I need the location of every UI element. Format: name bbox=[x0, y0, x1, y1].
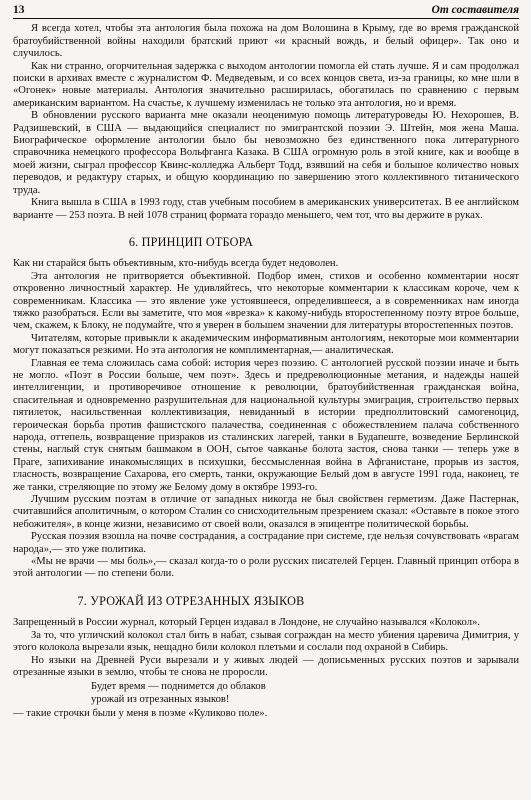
section-6-paragraph: Лучшим русским поэтам в отличие от западных никогда не был свойствен герметизм. Даже Пастернак, считавшийся аполитичным, о котором Сталин со снисходительным презрением сказал: «Оставьте в покое этого небожителя», в конце жизни, независимо от своей воли, оказался в эпицентре политической борьбы. bbox=[13, 494, 519, 530]
running-title: От составителя bbox=[431, 4, 519, 16]
poem-quote bbox=[91, 681, 519, 706]
poem-line: Будет время — поднимется до облаков bbox=[91, 681, 266, 693]
section-7-paragraph: За то, что угличский колокол стал бить в набат, сзывая сограждан на место убиения царевича Димитрия, у этого колокола вырезали язык, нещадно били колокол плетьми и сослали под охраной в Сибирь. bbox=[13, 629, 519, 654]
section-6-heading: 6. ПРИНЦИП ОТБОРА bbox=[128, 234, 254, 249]
section-7-heading: 7. УРОЖАЙ ИЗ ОТРЕЗАННЫХ ЯЗЫКОВ bbox=[77, 593, 305, 608]
section-6-paragraph: Как ни старайся быть объективным, кто-нибудь всегда будет недоволен. bbox=[13, 258, 339, 270]
section-7-paragraph: Запрещенный в России журнал, который Герцен издавал в Лондоне, не случайно назывался «Колокол». bbox=[13, 617, 480, 629]
closing-line: — такие строчки были у меня в поэме «Куликово поле». bbox=[13, 708, 268, 720]
section-6-paragraph: Читателям, которые привыкли к академическим информативным антологиям, некоторые мои комментарии могут показаться резкими. Но эта антология не комплиментарная,— аналитическая. bbox=[13, 332, 519, 357]
intro-paragraph: Я всегда хотел, чтобы эта антология была похожа на дом Волошина в Крыму, где во время гражданской братоубийственной войны находили братский приют «и красный вождь, и белый офицер». Так оно и случилось. bbox=[13, 23, 519, 60]
intro-paragraph: Книга вышла в США в 1993 году, став учебным пособием в американских университетах. В ее английском варианте — 253 поэта. В ней 1078 страниц формата гораздо меньшего, чем тот, что вы держите в руках. bbox=[13, 197, 519, 221]
poem-line: урожай из отрезанных языков! bbox=[91, 693, 230, 705]
page-number: 13 bbox=[13, 4, 25, 16]
section-6-paragraph: Эта антология не притворяется объективной. Подбор имен, стихов и особенно комментарии носят откровенно личностный характер. Не удивляйтесь, что некоторые комментарии к классикам короче, чем к современникам. Классика — это явление уже устоявшееся, определившееся, а в современниках нам иногда тяжко разобраться. Если вы заметите, что моя «врезка» к какому-нибудь второстепенному поэту втрое больше, чем, скажем, к Блоку, не подумайте, что я уверен в большем значении для литературы второстепенных поэтов. bbox=[13, 270, 519, 332]
page-header bbox=[13, 4, 519, 19]
intro-paragraph: В обновлении русского варианта мне оказали неоценимую помощь литературоведы Ю. Нехорошев, В. Радзишевский, в США — выдающийся специалист по эмигрантской поэзии Э. Штейн, моя жена Маша. Биографическое оформление антологии было бы невозможно без единственного пока литературного справочника немецкого профессора Вольфганга Казака. В США огромную роль в этой книге, как и вообще в моей жизни, сыграл профессор Квинс-колледжа Альберт Тодд, взявший на себя и большое количество новых переводов, и редактуру старых, и общую координацию по завершению этого коллективного титанического труда. bbox=[13, 110, 519, 196]
intro-paragraph: Как ни странно, огорчительная задержка с выходом антологии помогла ей стать лучше. Я и сам продолжал поиски в архивах вместе с журналистом Ф. Медведевым, и со всех концов света, из-за границы, ко мне шли в «Огонек» новые материалы. Антология значительно расширилась, обогатилась по сравнению с первым американским вариантом. На счастье, к лучшему изменилась не только эта антология, но и время. bbox=[13, 60, 519, 109]
section-6-paragraph: Русская поэзия взошла на почве сострадания, а сострадание при системе, где нельзя сочувствовать «врагам народа»,— это уже политика. bbox=[13, 531, 519, 555]
section-7-paragraph: Но языки на Древней Руси вырезали и у живых людей — дописьменных русских поэтов и зарывали отрезанные языки в землю, чтобы те снова не проросли. bbox=[13, 654, 519, 678]
section-6-paragraph: «Мы не врачи — мы боль»,— сказал когда-то о роли русских писателей Герцен. Главный принцип отбора в этой антологии — по степени боли. bbox=[13, 556, 519, 580]
section-6-paragraph: Главная ее тема сложилась сама собой: история через поэзию. С антологией русской поэзии иначе и быть не могло. «Поэт в России больше, чем поэт». Здесь и предреволюционные метания, и надежды нашей интеллигенции, и противоречивое отношение к революции, братоубийственная гражданская война, спасительная и одновременно разрушительная для национальной культуры эмиграция, строительство первых пятилеток, насильственная коллективизация, невиданный в истории предполлитовский самогеноцид, героическая борьба против фашистского палачества, соединенная с обожествлением палача собственного народа, оттепель, возвращение призраков из сталинских лагерей, танки в Будапеште, возведение Берлинской стены, наглый стук снятым башмаком в ООН, сытое чавканье болота застоя, снова танки — теперь уже в Праге, запихивание инакомыслящих в психушки, бессмысленная война в Афганистане, прорыв из застоя, гласность, возвращение Сахарова, его смерть, танки, окружающие Белый дом в августе 1991 года, наконец, те же танки, стреляющие по этому же Белому дому в октябре 1993-го. bbox=[13, 357, 519, 493]
